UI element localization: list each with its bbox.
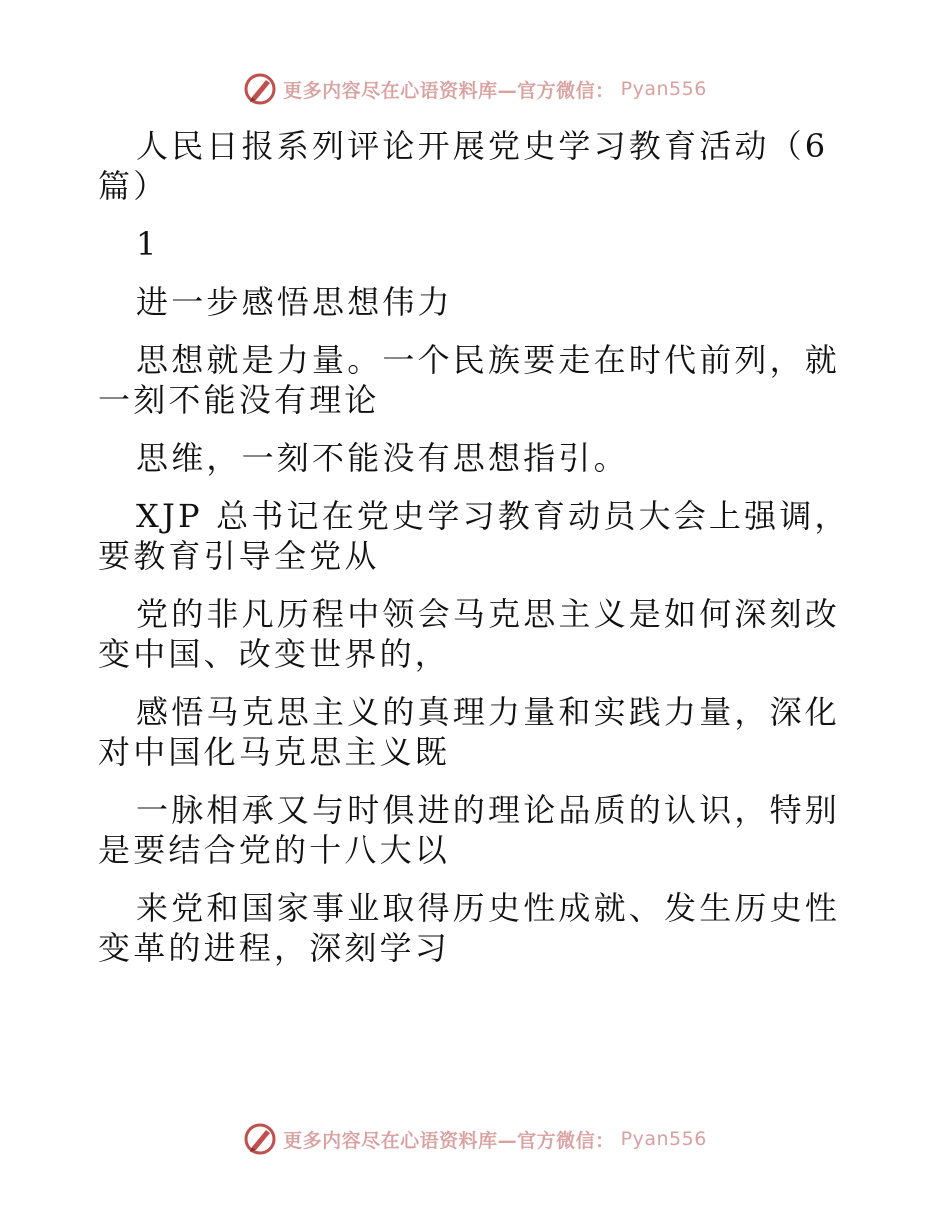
section-number: 1 [136, 225, 160, 263]
paragraph: 一脉相承又与时俱进的理论品质的认识，特别是要结合党的十八大以 [98, 791, 841, 869]
paragraph: 感悟马克思主义的真理力量和实践力量，深化对中国化马克思主义既 [98, 693, 841, 771]
document-body [98, 126, 852, 986]
pen-logo-icon [243, 1122, 277, 1156]
footer-watermark [0, 1122, 950, 1156]
paragraph: 来党和国家事业取得历史性成就、发生历史性变革的进程，深刻学习 [98, 889, 841, 967]
paragraph: XJP 总书记在党史学习教育动员大会上强调，要教育引导全党从 [98, 497, 850, 575]
paragraph: 思维，一刻不能没有思想指引。 [136, 439, 629, 477]
watermark-text: 更多内容尽在心语资料库—官方微信： [283, 1129, 615, 1152]
watermark-wechat-id: Pyan556 [620, 78, 707, 100]
watermark-text: 更多内容尽在心语资料库—官方微信： [283, 79, 615, 102]
pen-logo-icon [243, 72, 277, 106]
watermark-wechat-id: Pyan556 [620, 1128, 707, 1150]
paragraph: 党的非凡历程中领会马克思主义是如何深刻改变中国、改变世界的， [98, 595, 841, 673]
paragraph: 思想就是力量。一个民族要走在时代前列，就一刻不能没有理论 [98, 341, 841, 419]
header-watermark [0, 72, 950, 106]
document-title: 人民日报系列评论开展党史学习教育活动（6篇） [98, 127, 829, 205]
section-heading: 进一步感悟思想伟力 [136, 283, 453, 321]
